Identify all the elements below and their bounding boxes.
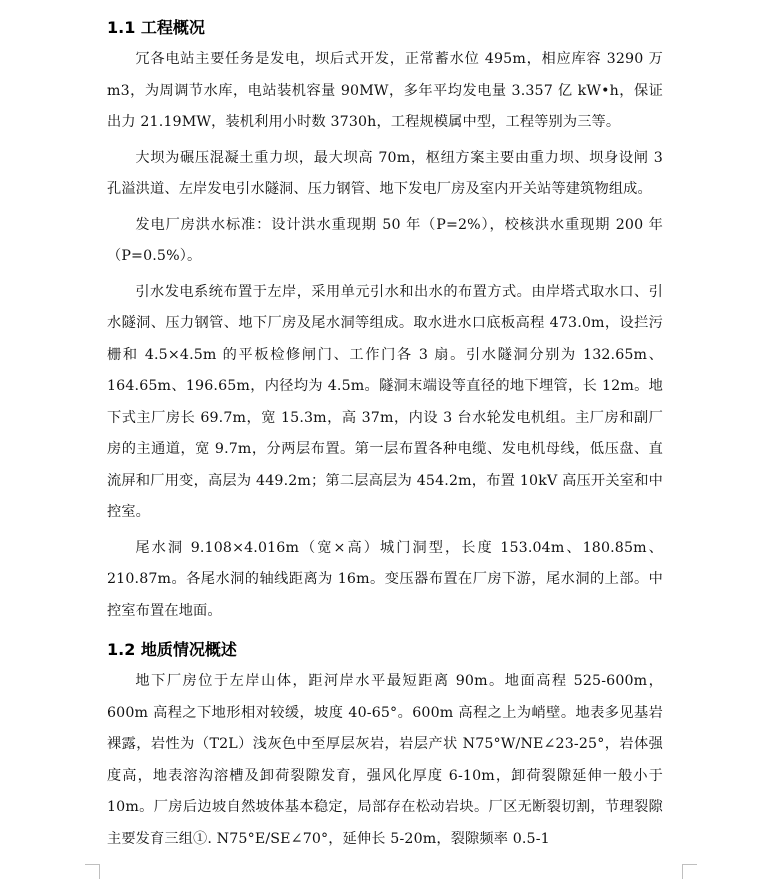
section-heading-1-1: 1.1 工程概况 [107,18,205,37]
paragraph-tailrace: 尾水洞 9.108×4.016m（宽×高）城门洞型，长度 153.04m、180.85m、210.87m。各尾水洞的轴线距离为 16m。变压器布置在厂房下游，尾水洞的上部。中控室布置在地面。 [107,539,663,619]
document-body [107,14,663,859]
section-heading-1-2: 1.2 地质情况概述 [107,640,237,659]
paragraph-dam: 大坝为碾压混凝土重力坝，最大坝高 70m，枢纽方案主要由重力坝、坝身设闸 3 孔溢洪道、左岸发电引水隧洞、压力钢管、地下发电厂房及室内开关站等建筑物组成。 [107,149,663,197]
paragraph-water-diversion: 引水发电系统布置于左岸，采用单元引水和出水的布置方式。由岸塔式取水口、引水隧洞、压力钢管、地下厂房及尾水洞等组成。取水进水口底板高程 473.0m，设拦污栅和 4.5×4.5m 的平板检修闸门、工作门各 3 扇。引水隧洞分别为 132.65m、164.65m、196.65m，内径均为 4.5m。隧洞末端设等直径的地下埋管，长 12m。地下式主厂房长 69.7m，宽 15.3m，高 37m，内设 3 台水轮发电机组。主厂房和副厂房的主通道，宽 9.7m，分两层布置。第一层布置各种电缆、发电机母线，低压盘、直流屏和厂用变，高层为 449.2m；第二层高层为 454.2m，布置 10kV 高压开关室和中控室。 [107,283,663,520]
paragraph-overview: 冗各电站主要任务是发电，坝后式开发，正常蓄水位 495m，相应库容 3290 万 m3，为周调节水库，电站装机容量 90MW，多年平均发电量 3.357 亿 kW•h，保证出力 21.19MW，装机利用小时数 3730h，工程规模属中型，工程等别为三等。 [107,51,663,130]
page-corner-mark-left [85,864,100,879]
paragraph-geology: 地下厂房位于左岸山体，距河岸水平最短距离 90m。地面高程 525-600m，600m 高程之下地形相对较缓，坡度 40-65°。600m 高程之上为峭壁。地表多见基岩裸露，岩性为（T2L）浅灰色中至厚层灰岩，岩层产状 N75°W/NE∠23-25°，岩体强度高，地表溶沟溶槽及卸荷裂隙发育，强风化厚度 6-10m，卸荷裂隙延伸一般小于 10m。厂房后边坡自然坡体基本稳定，局部存在松动岩块。厂区无断裂切割，节理裂隙主要发育三组①. N75°E/SE∠70°，延伸长 5-20m，裂隙频率 0.5-1 [107,673,663,847]
page-corner-mark-right [682,864,697,879]
paragraph-flood-standard: 发电厂房洪水标准：设计洪水重现期 50 年（P=2%），校核洪水重现期 200 年（P=0.5%）。 [107,216,663,264]
